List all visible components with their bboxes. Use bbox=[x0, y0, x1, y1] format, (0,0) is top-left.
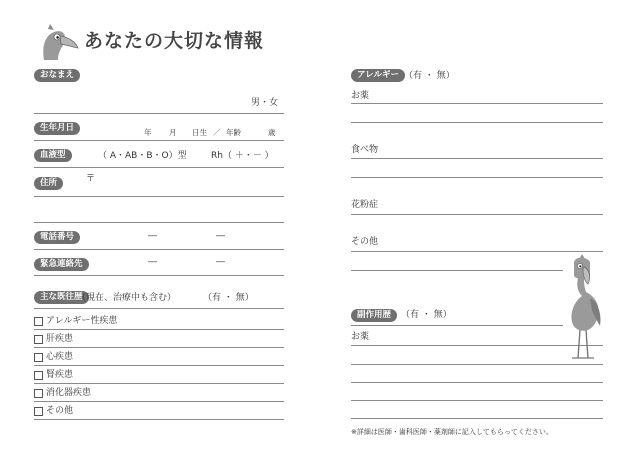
checkbox-digestive-disease[interactable] bbox=[34, 389, 43, 398]
age-label: 年齢 bbox=[226, 128, 241, 137]
birth-day-unit: 日生 bbox=[192, 128, 207, 137]
medical-history-label: 主な既往歴 bbox=[34, 291, 89, 304]
side-effect-medicine-label: お薬 bbox=[351, 332, 370, 342]
side-effect-line-4 bbox=[351, 400, 603, 401]
history-row-line bbox=[34, 347, 284, 348]
medical-history-yesno: （有 ・ 無） bbox=[203, 293, 254, 303]
gender-options: 男・女 bbox=[251, 98, 279, 108]
allergy-pollen-label: 花粉症 bbox=[351, 200, 379, 210]
birth-line bbox=[34, 140, 284, 141]
checkbox-heart-disease[interactable] bbox=[34, 353, 43, 362]
birth-year-unit: 年 bbox=[144, 128, 152, 137]
allergy-medicine-line-2 bbox=[351, 122, 603, 123]
address-line-1 bbox=[34, 196, 284, 197]
rh-options: Rh（ ＋・－ ） bbox=[211, 151, 274, 161]
name-label: おなまえ bbox=[34, 69, 80, 82]
history-row-line bbox=[34, 383, 284, 384]
blood-type-options: （ A・AB・B・O）型 bbox=[98, 151, 187, 161]
medical-history-note: （現在、治療中も含む） bbox=[77, 293, 177, 303]
phone-label: 電話番号 bbox=[34, 231, 80, 244]
checkbox-allergy-disease[interactable] bbox=[34, 317, 43, 326]
history-item-label: その他 bbox=[46, 406, 74, 416]
blood-type-label: 血液型 bbox=[34, 149, 72, 162]
postal-mark: 〒 bbox=[86, 174, 96, 184]
history-item-label: アレルギー性疾患 bbox=[46, 316, 118, 326]
allergy-other-line-2 bbox=[351, 270, 563, 271]
history-row-line bbox=[34, 365, 284, 366]
history-row-line bbox=[34, 419, 284, 420]
blood-line bbox=[34, 167, 284, 168]
allergy-pollen-line bbox=[351, 214, 603, 215]
emergency-line bbox=[34, 275, 284, 276]
birth-slash: ／ bbox=[213, 128, 221, 137]
emergency-dash-1: ― bbox=[148, 257, 157, 267]
checkbox-liver-disease[interactable] bbox=[34, 335, 43, 344]
history-row-line bbox=[34, 329, 284, 330]
checkbox-other[interactable] bbox=[34, 407, 43, 416]
side-effect-header-line bbox=[351, 325, 563, 326]
emergency-contact-label: 緊急連絡先 bbox=[34, 258, 89, 271]
history-header-line bbox=[34, 308, 284, 309]
allergy-yesno: （有 ・ 無） bbox=[404, 71, 455, 81]
phone-dash-1: ― bbox=[148, 231, 157, 241]
side-effect-line-3 bbox=[351, 382, 603, 383]
shoebill-head-icon bbox=[36, 20, 80, 64]
history-row-line bbox=[34, 401, 284, 402]
allergy-other-label: その他 bbox=[351, 237, 379, 247]
allergy-label: アレルギー bbox=[351, 69, 405, 82]
name-line bbox=[34, 113, 284, 114]
history-item-label: 心疾患 bbox=[46, 352, 74, 362]
allergy-medicine-label: お薬 bbox=[351, 91, 370, 101]
page-title: あなたの大切な情報 bbox=[84, 30, 265, 52]
footnote: ※詳細は医師・歯科医師・薬剤師に記入してもらってください。 bbox=[351, 428, 553, 436]
side-effect-label: 副作用歴 bbox=[351, 309, 397, 322]
history-item-label: 肝疾患 bbox=[46, 334, 74, 344]
history-item-label: 腎疾患 bbox=[46, 370, 74, 380]
side-effect-yesno: （有 ・ 無） bbox=[401, 310, 452, 320]
allergy-food-line-1 bbox=[351, 158, 603, 159]
age-unit: 歳 bbox=[268, 128, 276, 137]
side-effect-line-5 bbox=[351, 418, 603, 419]
emergency-dash-2: ― bbox=[216, 257, 225, 267]
birth-label: 生年月日 bbox=[34, 122, 80, 135]
phone-dash-2: ― bbox=[216, 231, 225, 241]
phone-line bbox=[34, 249, 284, 250]
shoebill-illustration bbox=[564, 252, 612, 364]
side-effect-line-2 bbox=[351, 364, 603, 365]
history-item-label: 消化器疾患 bbox=[46, 388, 92, 398]
allergy-medicine-line-1 bbox=[351, 103, 603, 104]
birth-month-unit: 月 bbox=[169, 128, 177, 137]
checkbox-kidney-disease[interactable] bbox=[34, 371, 43, 380]
address-label: 住所 bbox=[34, 177, 63, 190]
address-line-2 bbox=[34, 222, 284, 223]
allergy-food-line-2 bbox=[351, 177, 603, 178]
allergy-food-label: 食べ物 bbox=[351, 145, 379, 155]
